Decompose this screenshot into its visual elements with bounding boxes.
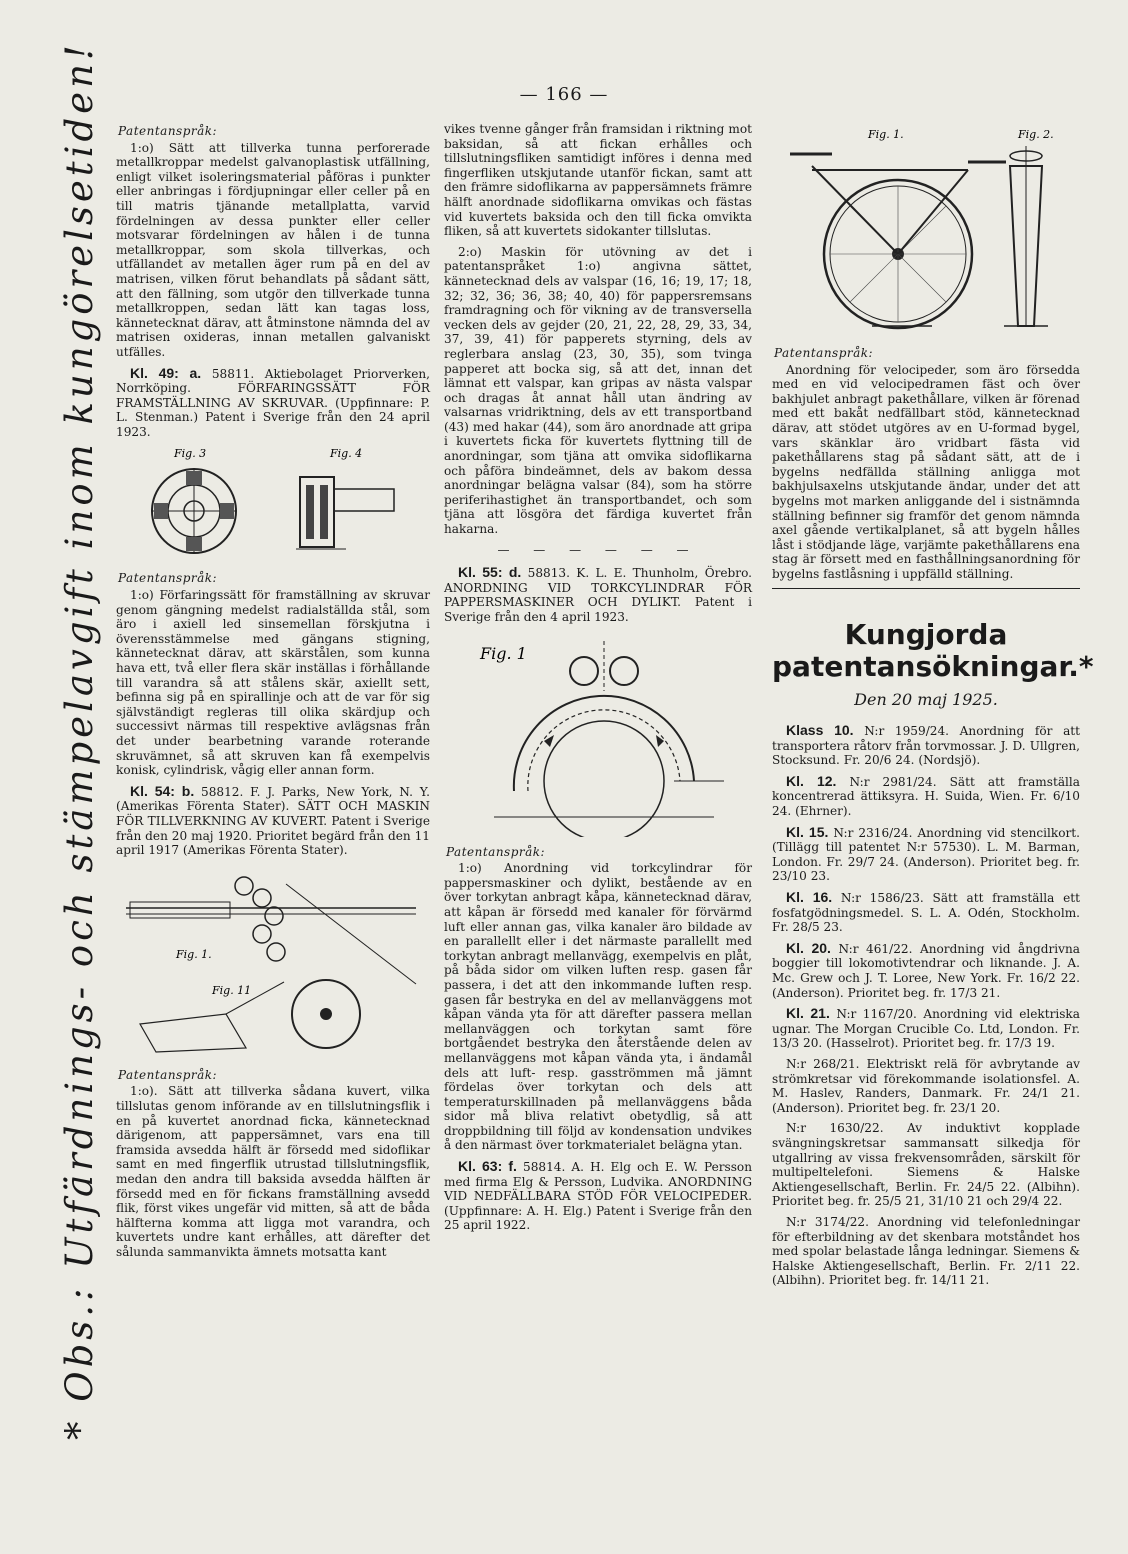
claim-text: 2:o) Maskin för utövning av det i patentanspråket 1:o) angivna sättet, kännetecknad dels av valspar (16, 16; 19, 17; 18, 32; 32, 36; 36, 38; 40, 40) för pappersremsans framdragning och för vikning av de transversella vecken dels av gejder (20, 21, 22, 28, 29, 33, 34, 37, 39, 41) för papperets styrning, dels av reglerbara anslag (23, 30, 35), som tvinga papperet att bocka sig, så att det, innan det lämnat ett valspar, kan gripas av nästa valspar och dragas åt annat håll utan ändring av valsarnas vridriktning, dels av ett transportband (43) med hakar (44), som äro anordnade att gripa i kuvertets ficka för kuvertets flyttning till de anordningar, som tjäna att omvika sidoflikarna och påföra bindeämnet, dels av bakom dessa anordningar belägna valsar (84), som ha större periferihastighet än transportbandet, och som tjäna att lösgöra det färdiga kuvertet från hakarna. — [444, 244, 752, 537]
application-entry — [772, 723, 1080, 768]
page-number: — 166 — — [519, 84, 609, 105]
drying-cylinder-drawing — [444, 631, 752, 837]
application-entry — [772, 825, 1080, 884]
entry-text: N:r 268/21. Elektriskt relä för avbrytande av strömkretsar vid förekommande isolationsfel. A. M. Haslev, Randers, Danmark. Fr. 24/1 21. (Anderson). Prioritet beg. fr. 23/1 20. — [772, 1056, 1080, 1115]
class-label: Kl. 63: f. — [458, 1158, 517, 1175]
entry-text: 58814. A. H. Elg och E. W. Persson med firma Elg & Persson, Ludvika. ANORDNING VID NEDFÄLLBARA STÖD FÖR VELOCIPEDER. (Uppfinnare: A. H. Elg.) Patent i Sverige från den 25 april 1922. — [444, 1160, 752, 1233]
drying-cylinder-figure — [444, 631, 752, 837]
patent-entry — [116, 366, 430, 440]
entry-text: N:r 1167/20. Anordning vid elektriska ugnar. The Morgan Crucible Co. Ltd, London. Fr. 13/3 20. (Hasselrot). Prioritet beg. fr. 17/3 19. — [772, 1007, 1080, 1051]
entry-text: N:r 2316/24. Anordning vid stencilkort. (Tillägg till patentet N:r 57530). L. M. Barman, London. Fr. 29/7 24. (Anderson). Prioritet beg. fr. 23/10 23. — [772, 825, 1080, 884]
screw-figure-drawing — [116, 445, 430, 563]
claim-text: 1:o) Förfaringssätt för framställning av skruvar genom gängning medelst radialställda stål, som äro i axiell led sinsemellan förskjutna i överensstämmelse med gängans stigning, kännetecknat därav, att skärstålen, som kunna hava ett, två eller flera skär inställas i förhållande till varandra så att stålens skär, axiellt sett, befinna sig på en spirallinje och att de var för sig självständigt regleras till olika skärdjup och successivt närmas till respektive avlägsnas från det under bearbetning varande roterande skruvämnet, så att skruven kan få exempelvis konisk, cylindrisk, vågig eller annan form. — [116, 588, 430, 778]
application-entry — [772, 941, 1080, 1000]
figure-label-a: Fig. 1. — [868, 128, 904, 141]
patent-claim-label: Patentanspråk: — [774, 346, 874, 360]
figure-label-b: Fig. 4 — [330, 447, 363, 461]
application-list — [772, 723, 1080, 1288]
patent-claim-label: Patentanspråk: — [118, 1067, 218, 1082]
claim-text: 1:o). Sätt att tillverka sådana kuvert, vilka tillslutas genom införande av en tillslutningsflik i en på kuvertet anordnad ficka, kännetecknad därigenom, att pappersämnet, vars ena till framsida avsedda hälft är försedd med sidoflikar samt en med fingerflik utrustad tillslutningsflik, medan den andra till baksida avsedda hälften är försedd med en för fickans framställning avsedd flik, först vikes ungefär vid mitten, så att de båda hälfterna komma att ligga mot varandra, och kuvertets undre kant erhålles, att därefter det sålunda sammanvikta ämnets motsatta kant — [116, 1084, 430, 1259]
claim-text: vikes tvenne gånger från framsidan i riktning mot baksidan, så att fickan erhålles och tillslutningsfliken samtidigt införes i denna med fingerfliken utskjutande utanför fickan, samt att den främre sidoflikarna av pappersämnets främre hälft anordnade sidoflikarna omvikas och fästas vid kuvertets baksida och den till ficka omvikta fliken, så att kuvertets sidokanter tillslutas. — [444, 122, 752, 239]
claim-text: Anordning för velocipeder, som äro försedda med en vid velocipedramen fäst och över bakhjulet anbragt pakethållare, vilken är förenad med ett bakåt nedfällbart stöd, kännetecknad därav, att stödet utgöres av en U-formad bygel, vars skänklar äro vridbart fästa vid pakethållarens stag på sådant sätt, att de i bygelns nedfällda ställning anligga mot bakhjulsaxelns utskjutande ändar, under det att bygelns mot marken anliggande del i sistnämnda ställning befinner sig framför det genom nämnda axel gående vertikalplanet, så att bygeln hålles låst i stödjande läge, varjämte pakethållarens ena stag är försett med en fasthållningsanordning för bygelns fastlåsning i uppfälld ställning. — [772, 362, 1080, 581]
application-entry — [772, 1006, 1080, 1051]
entry-text: 58811. Aktiebolaget Priorverken, Norrköping. FÖRFARINGSSÄTT FÖR FRAMSTÄLLNING AV SKRUVAR. (Uppfinnare: P. L. Stenman.) Patent i Sverige från den 24 april 1923. — [116, 366, 430, 439]
figure-label-a: Fig. 3 — [174, 447, 207, 461]
class-label: Kl. 20. — [786, 939, 831, 956]
entry-text: N:r 1586/23. Sätt att framställa ett fosfatgödningsmedel. S. L. A. Odén, Stockholm. Fr. 28/5 23. — [772, 891, 1080, 935]
class-label: Kl. 21. — [786, 1005, 830, 1022]
class-label: Kl. 16. — [786, 889, 833, 906]
bicycle-figure — [772, 126, 1080, 338]
bicycle-drawing — [772, 126, 1080, 338]
application-entry — [772, 1057, 1080, 1115]
entry-text: 58813. K. L. E. Thunholm, Örebro. ANORDNING VID TORKCYLINDRAR FÖR PAPPERSMASKINER OCH DYLIKT. Patent i Sverige från den 4 april 1923. — [444, 566, 752, 624]
entry-text: N:r 2981/24. Sätt att framställa koncentrerad ättiksyra. H. Suida, Wien. Fr. 6/10 24. (Ehrner). — [772, 774, 1080, 819]
claim-text: 1:o) Sätt att tillverka tunna perforerade metallkroppar medelst galvanoplastisk utfällning, enligt vilket isoleringsmaterial påföras i punkter eller anbringas i fördjupningar eller celler på en till matris tjänande metallplatta, varvid fördelningen av dessa punkter eller celler motsvarar fördelningen av hålen i de tunna metallkroppar, som skola tillverkas, och utfällandet av metallen äger rum på en del av matrisen, vilken förut behandlats på sådant sätt, att den fällning, som utgör den tillverkade tunna metallkroppen, sedan lätt kan tagas loss, kännetecknat därav, att åtminstone nämnda del av matrisen oxideras, innan metallen galvaniskt utfälles. — [116, 140, 430, 359]
section-heading: Kungjorda patentansökningar.* — [772, 617, 1094, 683]
application-entry — [772, 1121, 1080, 1209]
dash-separator: — — — — — — — [497, 542, 699, 557]
figure-label-a: Fig. 1. — [176, 947, 212, 961]
entry-text: N:r 1959/24. Anordning för att transportera råtorv från torvmossar. J. D. Ullgren, Stocksund. Fr. 20/6 24. (Nordsjö). — [772, 724, 1080, 768]
class-label: Kl. 12. — [786, 772, 837, 789]
patent-claim-label: Patentanspråk: — [118, 124, 218, 138]
entry-text: N:r 1630/22. Av induktivt kopplade svängningskretsar sammansatt silkedja för utgallring av vissa frekvensområden, särskilt för multipeltelefoni. Siemens & Halske Aktiengesellschaft, Berlin. Fr. 24/5 22. (Albihn). Prioritet beg. fr. 25/5 21, 31/10 21 och 29/4 22. — [772, 1121, 1080, 1209]
envelope-machine-figure — [116, 864, 430, 1060]
entry-text: N:r 3174/22. Anordning vid telefonledningar för efterbildning av det skenbara motståndet hos med spolar belastade långa ledningar. Siemens & Halske Aktiengesellschaft, Berlin. Fr. 2/11 22. (Albihn). Prioritet beg. fr. 14/11 21. — [772, 1214, 1080, 1288]
patent-entry — [444, 565, 752, 624]
figure-label: Fig. 1 — [480, 643, 527, 663]
entry-text: 58812. F. J. Parks, New York, N. Y. (Amerikas Förenta Stater). SÄTT OCH MASKIN FÖR TILLVERKNING AV KUVERT. Patent i Sverige från den 20 maj 1920. Prioritet begärd från den 11 april 1917 (Amerikas Förenta Stater). — [116, 784, 430, 858]
screw-figure — [116, 445, 430, 563]
date-line: Den 20 maj 1925. — [854, 689, 998, 709]
application-entry — [772, 774, 1080, 819]
section-divider — [772, 588, 1080, 589]
class-label: Klass 10. — [786, 722, 854, 739]
claim-text: 1:o) Anordning vid torkcylindrar för pappersmaskiner och dylikt, bestående av en över torkytan anbragt kåpa, kännetecknad därav, att kåpan är försedd med kanaler för förvärmd luft eller annan gas, vilka kanaler äro bildade av en parallellt eller i det närmaste parallellt med torkytan anbragt mellanvägg, exempelvis en plåt, på båda sidor om vilken luften resp. gasen får passera, i det att den inkommande luften resp. gasen får bestryka en del av mellanväggens mot kåpan vända yta för att därefter passera mellan mellanväggen och torkytan samt före bortgåendet bestryka den återstående delen av mellanväggens mot kåpan vända yta, i ändamål dels att luft- resp. gasströmmen må jämnt fördelas över torkytan och dels att temperaturskillnaden på mellanväggens båda sidor må bliva relativt obetydlig, så att droppbildning till följd av kondensation undvikes å den närmast över torkmaterialet belägna ytan. — [444, 861, 752, 1153]
patent-entry — [444, 1159, 752, 1233]
column-1 — [116, 122, 430, 1265]
column-2 — [444, 122, 752, 1239]
figure-label-b: Fig. 2. — [1018, 128, 1054, 141]
class-label: Kl. 49: a. — [130, 364, 202, 381]
envelope-machine-drawing — [116, 864, 430, 1060]
column-3 — [772, 122, 1094, 1294]
class-label: Kl. 54: b. — [130, 782, 195, 799]
patent-claim-label: Patentanspråk: — [118, 571, 218, 586]
class-label: Kl. 55: d. — [458, 564, 522, 581]
figure-label-b: Fig. 11 — [212, 983, 252, 997]
application-entry — [772, 1215, 1080, 1288]
application-entry — [772, 890, 1080, 935]
patent-entry — [116, 784, 430, 858]
entry-text: N:r 461/22. Anordning vid ångdrivna boggier till lokomotivtendrar och liknande. J. A. Mc. Grew och J. T. Loree, New York. Fr. 16/2 22. (Anderson). Prioritet beg. fr. 17/3 21. — [772, 941, 1080, 1000]
patent-claim-label: Patentanspråk: — [446, 844, 546, 859]
class-label: Kl. 15. — [786, 823, 829, 840]
side-note: * Obs.: Utfärdnings- och stämpelavgift inom kungörelsetiden! — [58, 41, 101, 1440]
